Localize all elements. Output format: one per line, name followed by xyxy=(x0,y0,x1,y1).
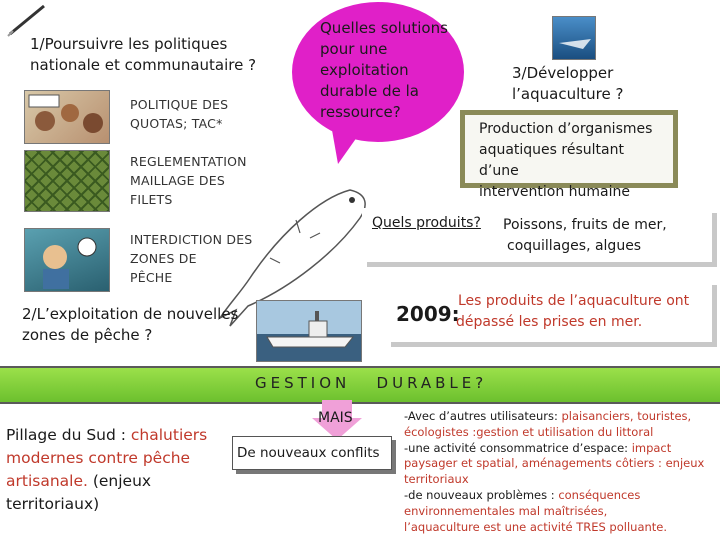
bubble-tail xyxy=(328,130,368,170)
section2-title: 2/L’exploitation de nouvelles zones de pêche ? xyxy=(22,305,239,344)
fishing-net-image xyxy=(24,150,110,212)
products-question: Quels produits? xyxy=(372,215,481,231)
net-regulation-label: REGLEMENTATION MAILLAGE DES FILETS xyxy=(130,154,247,207)
pen-icon xyxy=(4,2,48,38)
conflicts-list: -Avec d’autres utilisateurs: plaisanciers, touristes, écologistes :gestion et utilisation du littoral -une activité consommatrice d’espace: impact paysager et spatial, aménagements côtiers : enjeux territoriaux -de nouveaux problèmes : conséquences environnementales mal maîtrisées, l’aquaculture est une activité TRES polluante. xyxy=(404,409,705,534)
banner-title: GESTION DURABLE? xyxy=(255,374,488,392)
section1-title: 1/Poursuivre les politiques nationale et communautaire ? xyxy=(30,35,257,74)
mais-label: MAIS xyxy=(318,410,353,426)
aquaculture-definition-box: Production d’organismes aquatiques résultant d’une intervention humaine xyxy=(460,110,678,188)
products-answer: Poissons, fruits de mer, coquillages, algues xyxy=(503,217,667,254)
fact-2009-year: 2009: xyxy=(396,302,460,326)
aquaculture-image xyxy=(552,16,596,60)
quota-cartoon-image xyxy=(24,90,110,144)
conflicts-label: De nouveaux conflits xyxy=(237,445,380,461)
quota-label: POLITIQUE DES QUOTAS; TAC* xyxy=(130,97,229,131)
zone-ban-label: INTERDICTION DES ZONES DE PÊCHE xyxy=(130,232,253,285)
trawler-ship-image xyxy=(256,300,362,362)
south-pillage-text: Pillage du Sud : chalutiers modernes contre pêche artisanale. (enjeux territoriaux) xyxy=(6,426,208,513)
zone-ban-cartoon-image xyxy=(24,228,110,292)
section3-title: 3/Développer l’aquaculture ? xyxy=(512,64,624,103)
bubble-text: Quelles solutions pour une exploitation durable de la ressource? xyxy=(320,19,448,121)
fact-2009-text: Les produits de l’aquaculture ont dépassé les prises en mer. xyxy=(456,293,690,330)
